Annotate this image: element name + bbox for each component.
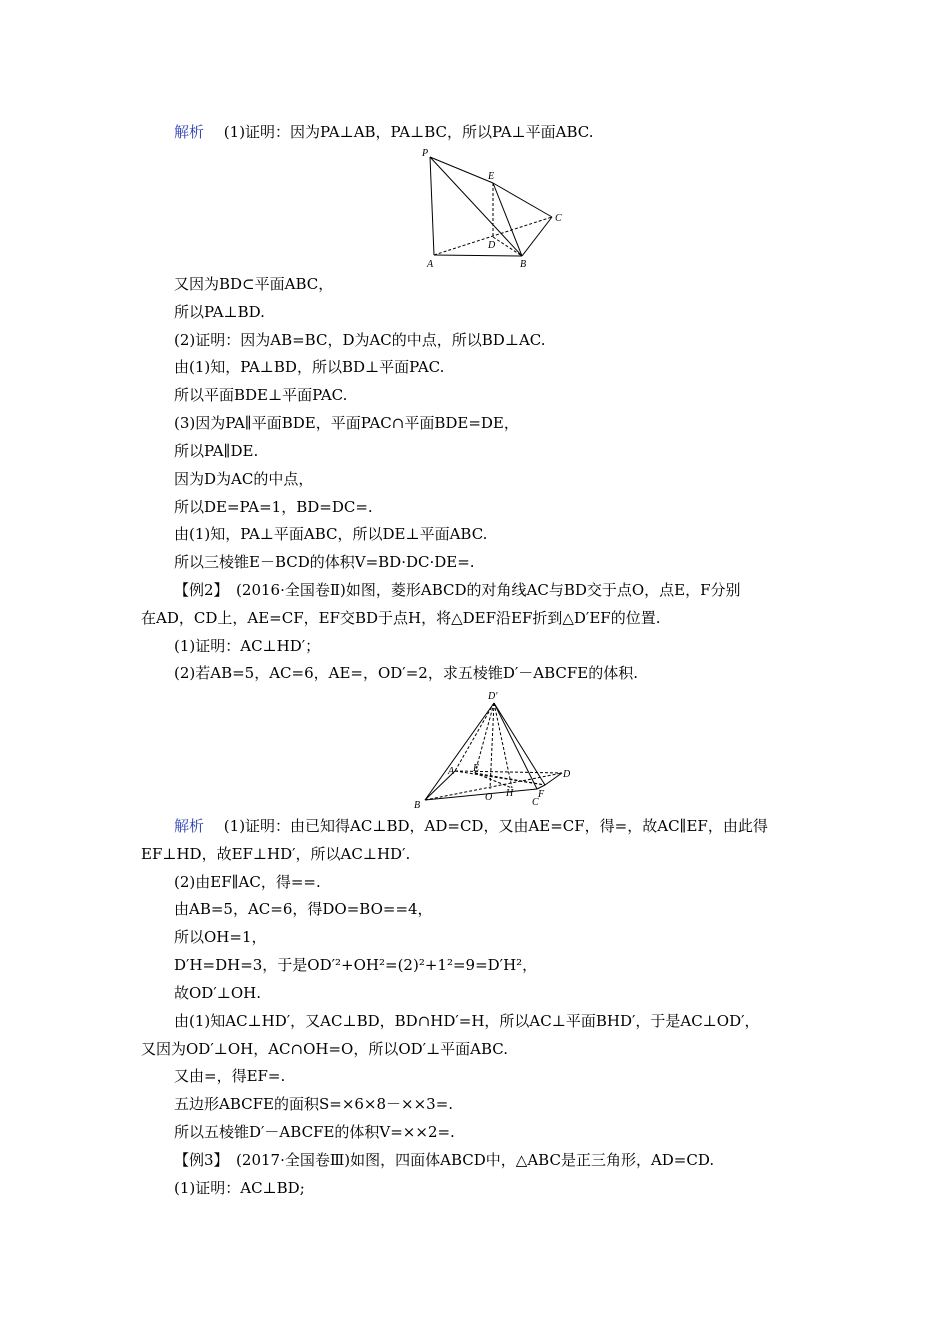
solution-text: 五边形ABCFE的面积S=×6×8－××3=. <box>174 1095 454 1113</box>
example-text: (1)证明：AC⊥HD′； <box>174 637 321 655</box>
figure-pentagonal-pyramid <box>408 687 580 813</box>
solution-text: (2)由EF∥AC，得==. <box>174 873 321 891</box>
solution-line <box>174 816 768 836</box>
point-label-D: D <box>563 769 571 780</box>
solution-text: (1)证明：因为PA⊥AB，PA⊥BC，所以PA⊥平面ABC. <box>223 123 594 141</box>
point-label-B: B <box>520 259 527 270</box>
solution-text: 又因为OD′⊥OH，AC∩OH=O，所以OD′⊥平面ABC. <box>141 1040 509 1058</box>
solution-text: 所以三棱锥E－BCD的体积V=BD·DC·DE=. <box>174 553 475 571</box>
point-label-C: C <box>555 213 562 224</box>
point-label-A: A <box>448 766 455 777</box>
solution-text: 因为D为AC的中点， <box>174 470 314 488</box>
point-label-F: F <box>538 789 545 800</box>
point-label-B: B <box>414 800 421 811</box>
example-text: 在AD，CD上，AE=CF，EF交BD于点H，将△DEF沿EF折到△D′EF的位置. <box>141 609 661 627</box>
solution-text: 所以平面BDE⊥平面PAC. <box>174 386 348 404</box>
solution-text: 所以五棱锥D′－ABCFE的体积V=××2=. <box>174 1123 455 1141</box>
solution-text: (2)证明：因为AB=BC，D为AC的中点，所以BD⊥AC. <box>174 331 546 349</box>
solution-text: 由(1)知，PA⊥BD，所以BD⊥平面PAC. <box>174 358 445 376</box>
solution-text: (3)因为PA∥平面BDE，平面PAC∩平面BDE=DE， <box>174 414 519 432</box>
point-label-P: P <box>422 148 429 159</box>
solution-text: 所以OH=1， <box>174 928 267 946</box>
point-label-E: E <box>488 171 495 182</box>
solution-text: 又由=，得EF=. <box>174 1067 286 1085</box>
example-text: (1)证明：AC⊥BD; <box>174 1179 305 1197</box>
solution-text: 又因为BD⊂平面ABC， <box>174 275 334 293</box>
jiexi-label: 解析 <box>174 123 205 141</box>
solution-text: D′H=DH=3，于是OD′²+OH²=(2)²+1²=9=D′H²， <box>174 956 538 974</box>
point-label-D-prime: D′ <box>488 691 498 702</box>
point-label-O: O <box>485 792 493 803</box>
point-label-D: D <box>488 240 496 251</box>
solution-text: 所以PA∥DE. <box>174 442 259 460</box>
example-text: (2)若AB=5，AC=6，AE=，OD′=2，求五棱锥D′－ABCFE的体积. <box>174 664 638 682</box>
solution-text: 由(1)知AC⊥HD′，又AC⊥BD，BD∩HD′=H，所以AC⊥平面BHD′，于是AC⊥OD′， <box>174 1012 760 1030</box>
solution-text: 故OD′⊥OH. <box>174 984 261 1002</box>
jiexi-label: 解析 <box>174 817 205 835</box>
solution-text: 所以DE=PA=1，BD=DC=. <box>174 498 373 516</box>
solution-text: (1)证明：由已知得AC⊥BD，AD=CD，又由AE=CF，得=，故AC∥EF，由此得 <box>223 817 768 835</box>
solution-text: 所以PA⊥BD. <box>174 303 265 321</box>
example-header: 【例3】 (2017·全国卷Ⅲ)如图，四面体ABCD中，△ABC是正三角形，AD=CD. <box>174 1151 715 1169</box>
figure-tetrahedron-pabc <box>415 145 575 271</box>
solution-text: EF⊥HD，故EF⊥HD′，所以AC⊥HD′. <box>141 845 411 863</box>
solution-text: 由AB=5，AC=6，得DO=BO==4， <box>174 900 433 918</box>
solution-text: 由(1)知，PA⊥平面ABC，所以DE⊥平面ABC. <box>174 525 488 543</box>
solution-line <box>174 122 594 142</box>
point-label-H: H <box>506 788 514 799</box>
example-header: 【例2】 (2016·全国卷Ⅱ)如图，菱形ABCD的对角线AC与BD交于点O，点E，F分别 <box>174 581 741 599</box>
point-label-E: E <box>473 763 480 774</box>
point-label-A: A <box>427 259 434 270</box>
point-label-C: C <box>532 797 539 808</box>
